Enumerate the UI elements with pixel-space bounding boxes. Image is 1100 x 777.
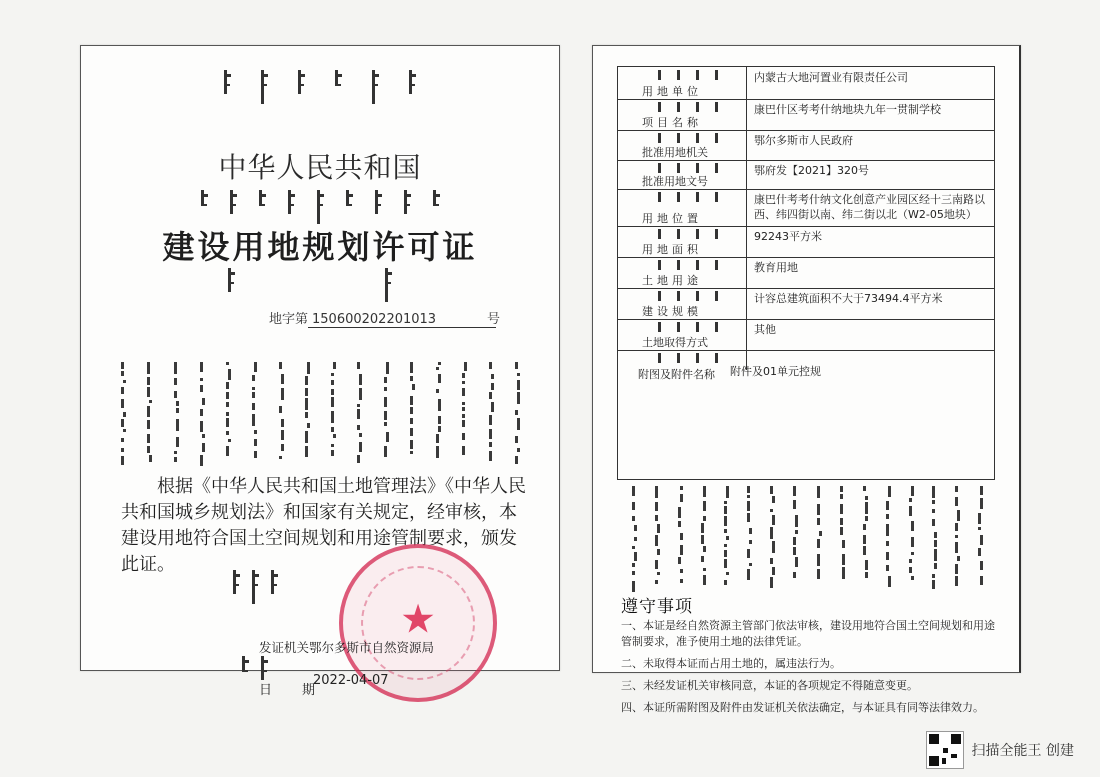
script-column <box>840 486 846 588</box>
mongolian-label <box>658 322 738 332</box>
field-label: 批准用地文号 <box>642 175 708 188</box>
permit-number <box>269 308 501 328</box>
permit-suffix: 号 <box>487 312 501 327</box>
script-column <box>252 362 258 474</box>
notice-list <box>621 618 1001 722</box>
script-column <box>886 486 892 588</box>
field-value: 康巴什区考考什纳地块九年一贯制学校 <box>754 103 941 116</box>
mongolian-label <box>658 102 738 112</box>
script-column <box>489 362 495 474</box>
script-column <box>226 362 232 474</box>
mongolian-label <box>658 133 738 143</box>
field-value: 附件及01单元控规 <box>730 365 821 378</box>
details-row <box>618 288 994 320</box>
script-column <box>305 362 311 474</box>
details-row <box>618 350 994 479</box>
details-row <box>618 130 994 161</box>
field-value: 92243平方米 <box>754 230 822 243</box>
script-column <box>279 362 285 474</box>
mongolian-label <box>658 229 738 239</box>
field-value: 其他 <box>754 323 776 336</box>
field-label: 用地单位 <box>642 85 702 98</box>
issuer-name: 鄂尔多斯市自然资源局 <box>309 640 435 655</box>
mongolian-label <box>658 192 738 202</box>
notice-item: 四、本证所需附图及附件由发证机关依法确定，与本证具有同等法律效力。 <box>621 701 984 714</box>
mongolian-label <box>658 260 738 270</box>
field-label: 用地位置 <box>642 212 702 225</box>
script-column <box>655 486 661 588</box>
script-column <box>817 486 823 588</box>
date-label: 日期 <box>259 683 346 698</box>
script-column <box>955 486 961 588</box>
certificate-title: 建设用地规划许可证 <box>162 228 478 266</box>
script-column <box>357 362 363 474</box>
script-column <box>384 362 390 474</box>
notice-title: 遵守事项 <box>621 597 693 617</box>
details-row <box>618 226 994 258</box>
script-column <box>770 486 776 588</box>
script-column <box>174 362 180 474</box>
permit-prefix: 地字第 <box>269 312 309 327</box>
details-row <box>618 189 994 227</box>
details-row <box>618 319 994 351</box>
mongolian-script-subtitle <box>81 190 559 224</box>
script-column <box>724 486 730 588</box>
notice-item: 二、未取得本证而占用土地的，属违法行为。 <box>621 657 841 670</box>
field-label: 土地取得方式 <box>642 336 708 349</box>
script-column <box>410 362 416 474</box>
scanner-brand: 扫描全能王 创建 <box>971 743 1074 759</box>
mongolian-label <box>658 163 738 173</box>
field-value: 康巴什考考什纳文化创意产业园区经十三南路以西、纬四街以南、纬二街以北（W2-05地块） <box>754 193 985 221</box>
scanner-watermark <box>926 731 1074 769</box>
script-column <box>863 486 869 588</box>
field-label: 建设规模 <box>642 305 702 318</box>
script-column <box>978 486 984 588</box>
script-column <box>909 486 915 588</box>
script-column <box>147 362 153 474</box>
mongolian-label <box>658 353 738 363</box>
script-column <box>331 362 337 474</box>
seal-star-icon: ★ <box>400 596 436 643</box>
certificate-details-page <box>592 45 1021 714</box>
field-value: 计容总建筑面积不大于73494.4平方米 <box>754 292 943 305</box>
field-label: 土地用途 <box>642 274 702 287</box>
certificate-cover-page <box>80 45 560 698</box>
script-column <box>932 486 938 588</box>
script-column <box>515 362 521 474</box>
details-row <box>618 257 994 289</box>
field-value: 鄂府发【2021】320号 <box>754 164 869 177</box>
script-column <box>793 486 799 588</box>
script-column <box>701 486 707 588</box>
field-label: 项目名称 <box>642 116 702 129</box>
field-value: 内蒙古大地河置业有限责任公司 <box>754 71 908 84</box>
script-column <box>747 486 753 588</box>
details-row <box>618 160 994 190</box>
script-column <box>436 362 442 474</box>
field-value: 鄂尔多斯市人民政府 <box>754 134 853 147</box>
script-column <box>200 362 206 474</box>
issuer <box>259 638 434 656</box>
issuer-label: 发证机关 <box>259 640 310 655</box>
mongolian-label <box>658 291 738 301</box>
mongolian-script-notice <box>623 486 993 588</box>
script-column <box>632 486 638 588</box>
details-row <box>618 99 994 131</box>
mongolian-label <box>658 70 738 80</box>
mongolian-script-number-label <box>61 268 559 302</box>
script-column <box>462 362 468 474</box>
notice-item: 一、本证是经自然资源主管部门依法审核，建设用地符合国土空间规划和用途管制要求，准予使用土地的法律凭证。 <box>621 619 995 648</box>
details-row <box>618 67 994 100</box>
details-table <box>617 66 995 480</box>
notice-item: 三、未经发证机关审核同意，本证的各项规定不得随意变更。 <box>621 679 918 692</box>
permit-number-value: 150600202201013 <box>308 312 496 328</box>
qr-code-icon <box>926 731 964 769</box>
script-column <box>678 486 684 588</box>
field-value: 教育用地 <box>754 261 798 274</box>
certificate-body-text: 根据《中华人民共和国土地管理法》《中华人民共和国城乡规划法》和国家有关规定，经审核，本建设用地符合国土空间规划和用途管制要求，颁发此证。 <box>121 476 526 575</box>
script-column <box>121 362 127 474</box>
country-title: 中华人民共和国 <box>218 151 422 184</box>
issue-date: 2022-04-07 <box>313 673 389 688</box>
field-label: 用地面积 <box>642 243 702 256</box>
mongolian-script-body <box>111 362 531 474</box>
field-label: 附图及附件名称 <box>638 368 715 381</box>
field-label: 批准用地机关 <box>642 146 708 159</box>
mongolian-script-title <box>81 70 559 104</box>
